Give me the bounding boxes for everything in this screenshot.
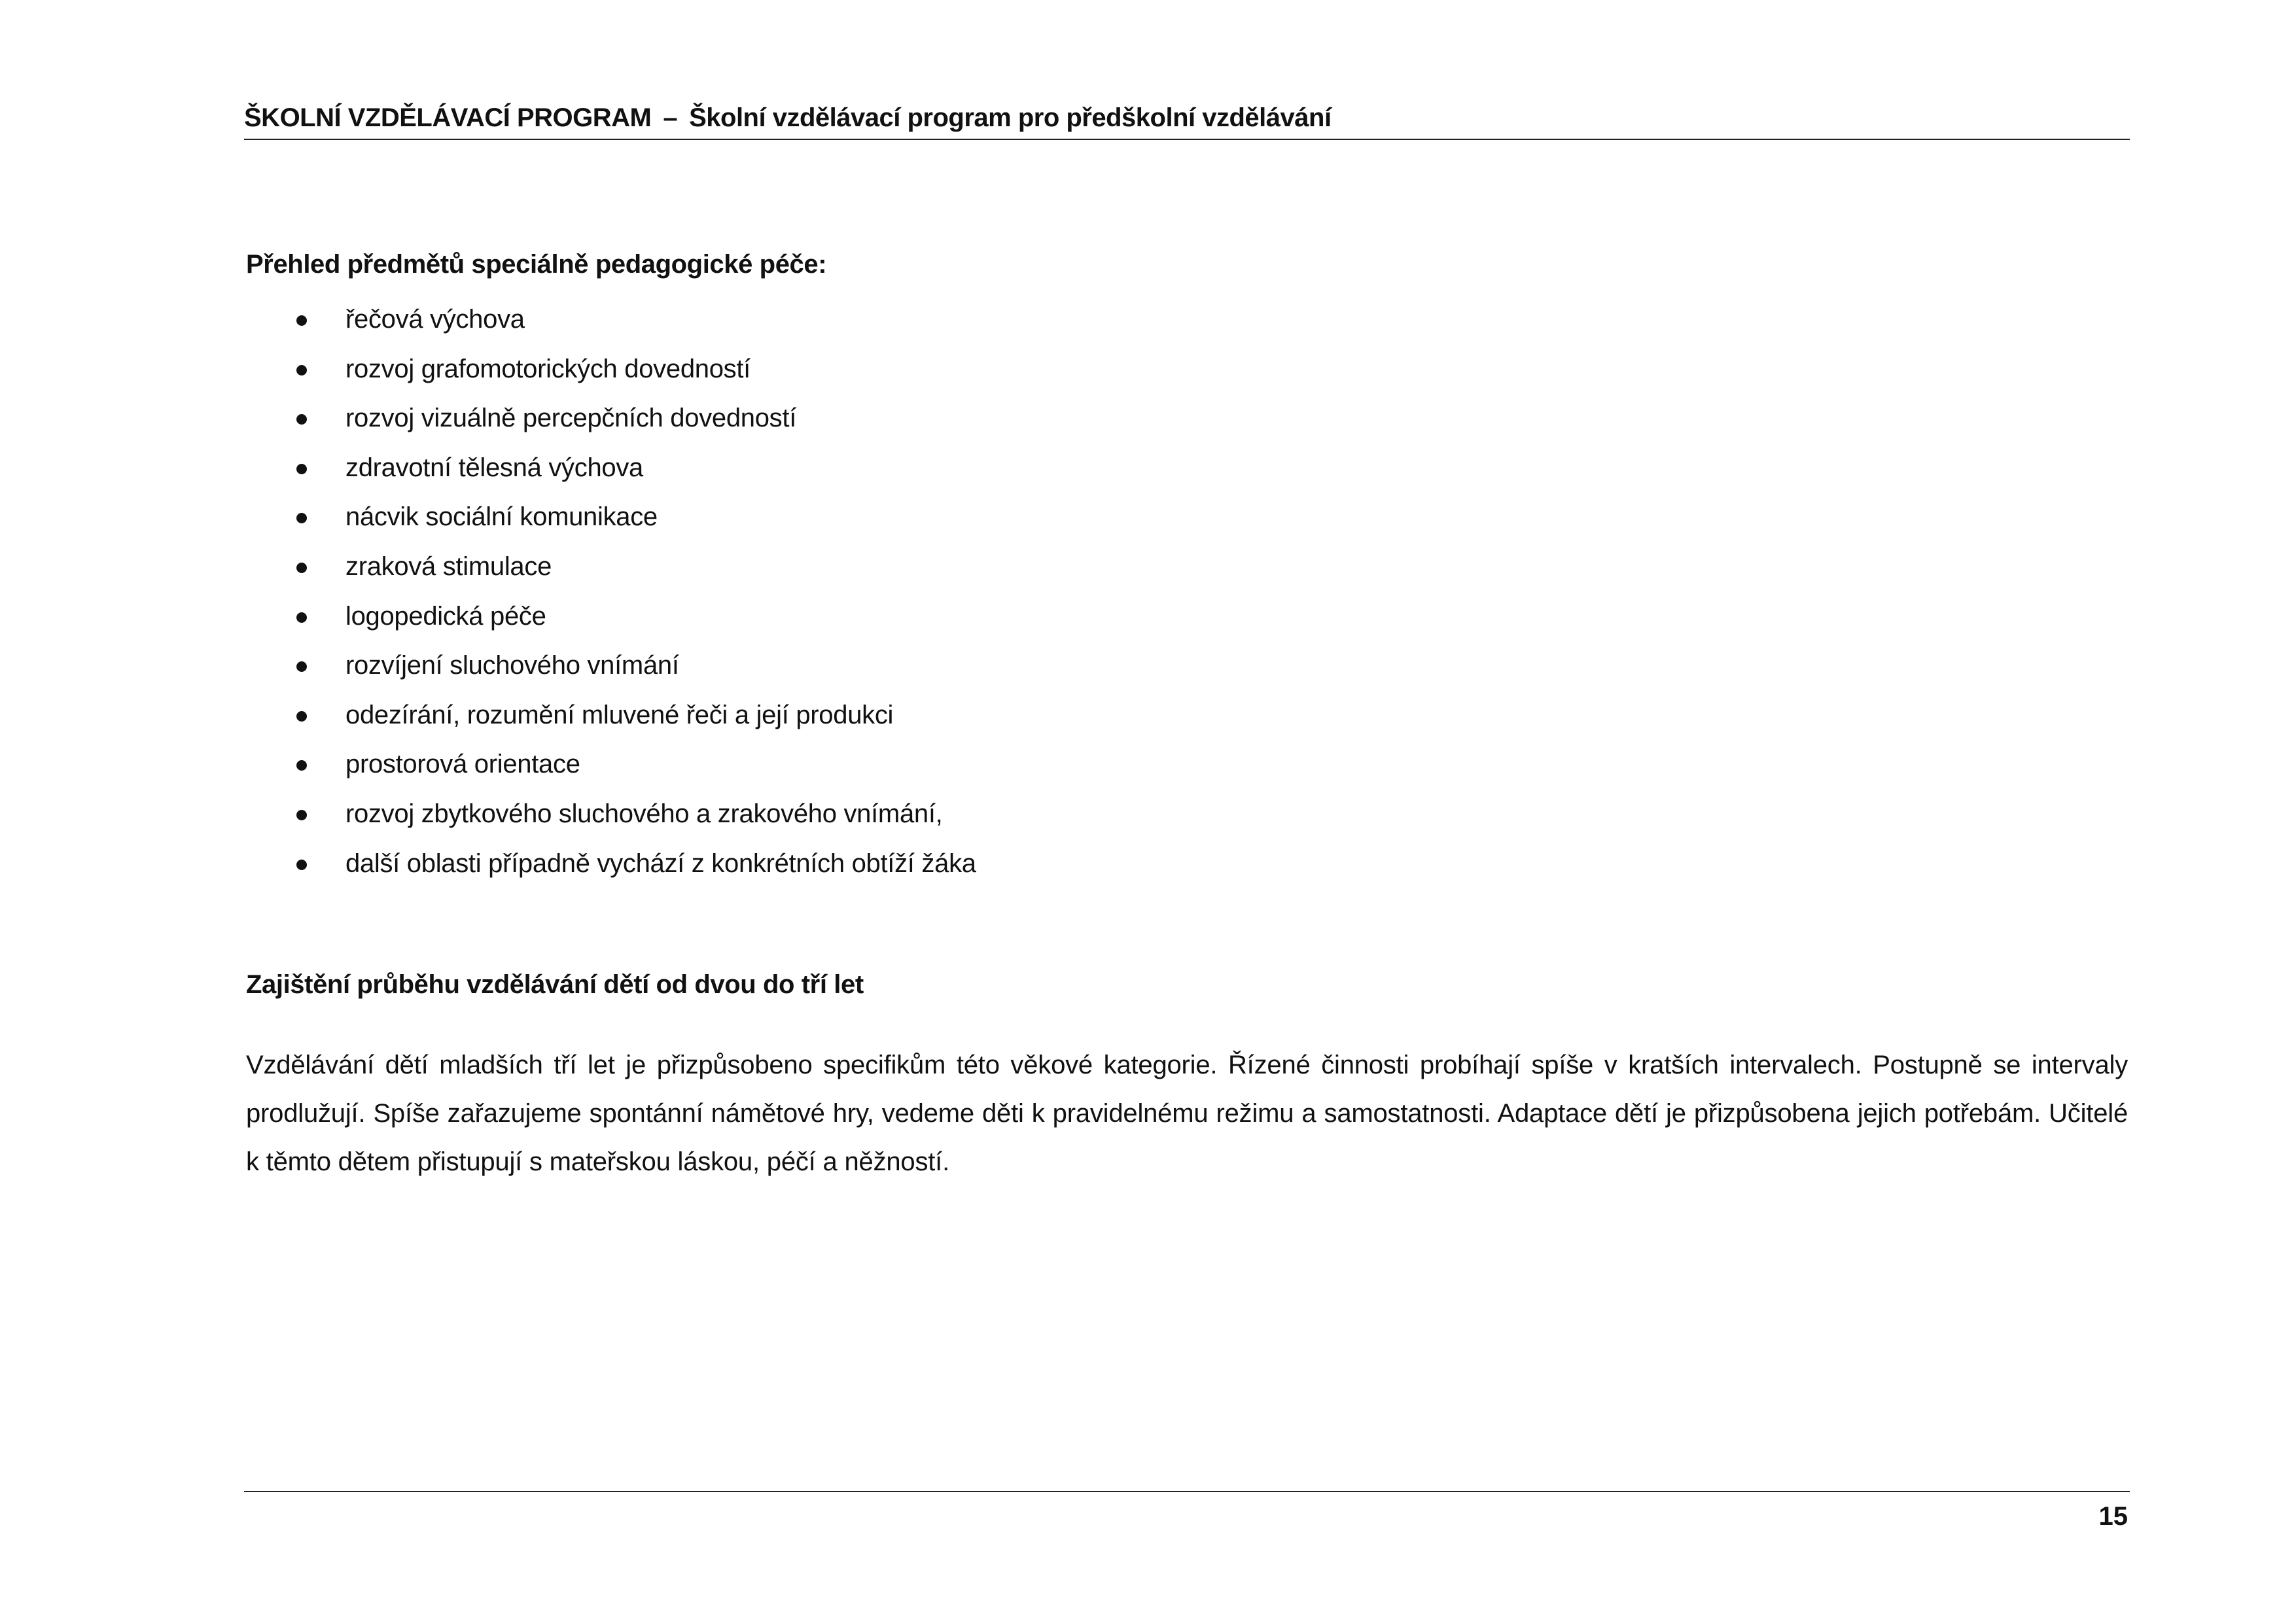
section-title-subjects: Přehled předmětů speciálně pedagogické péče: xyxy=(246,250,827,279)
body-paragraph: Vzdělávání dětí mladších tří let je přizpůsobeno specifikům této věkové kategorie. Řízené činnosti probíhají spíše v kratších intervalech. Postupně se intervaly prodlužují. Spíše zařazujeme spontánní námětové hry, vedeme děti k pravidelnému režimu a samostatnosti. Adaptace dětí je přizpůsobena jejich potřebám. Učitelé k těmto dětem přistupují s mateřskou láskou, péčí a něžností. xyxy=(246,1051,2128,1176)
list-item-text: odezírání, rozumění mluvené řeči a její produkci xyxy=(345,700,894,729)
bullet-icon xyxy=(296,563,307,573)
bullet-icon xyxy=(296,711,307,722)
list-item xyxy=(246,295,976,345)
bullet-icon xyxy=(296,612,307,623)
list-item-text: řečová výchova xyxy=(345,305,525,334)
bullet-icon xyxy=(296,810,307,820)
bullet-icon xyxy=(296,414,307,425)
list-item xyxy=(246,542,976,592)
bullet-icon xyxy=(296,365,307,375)
header-rule xyxy=(244,139,2130,140)
list-item xyxy=(246,691,976,741)
list-item xyxy=(246,790,976,839)
list-item xyxy=(246,345,976,394)
header-separator: – xyxy=(663,103,678,132)
header-program-title: ŠKOLNÍ VZDĚLÁVACÍ PROGRAM xyxy=(244,103,652,132)
list-item xyxy=(246,444,976,493)
list-item xyxy=(246,641,976,691)
subjects-list xyxy=(246,295,976,888)
list-item-text: zraková stimulace xyxy=(345,551,552,581)
list-item-text: další oblasti případně vychází z konkrétních obtíží žáka xyxy=(345,848,976,878)
list-item-text: rozvoj grafomotorických dovedností xyxy=(345,354,751,383)
section-title-toddlers: Zajištění průběhu vzdělávání dětí od dvou do tří let xyxy=(246,970,864,999)
bullet-icon xyxy=(296,315,307,326)
list-item xyxy=(246,839,976,889)
page-header xyxy=(244,99,2130,136)
list-item xyxy=(246,493,976,542)
footer-rule xyxy=(244,1491,2130,1492)
list-item-text: rozvoj zbytkového sluchového a zrakového vnímání, xyxy=(345,799,943,828)
list-item-text: logopedická péče xyxy=(345,601,546,631)
list-item-text: prostorová orientace xyxy=(345,750,580,779)
list-item xyxy=(246,740,976,790)
list-item-text: zdravotní tělesná výchova xyxy=(345,453,643,482)
list-item-text: nácvik sociální komunikace xyxy=(345,502,658,532)
list-item-text: rozvoj vizuálně percepčních dovedností xyxy=(345,404,797,433)
bullet-icon xyxy=(296,760,307,771)
bullet-icon xyxy=(296,860,307,870)
page-number: 15 xyxy=(2098,1502,2128,1531)
header-subtitle: Školní vzdělávací program pro předškolní vzdělávání xyxy=(689,103,1332,132)
list-item xyxy=(246,592,976,642)
list-item xyxy=(246,394,976,444)
list-item-text: rozvíjení sluchového vnímání xyxy=(345,651,679,680)
bullet-icon xyxy=(296,464,307,474)
bullet-icon xyxy=(296,513,307,523)
bullet-icon xyxy=(296,661,307,672)
